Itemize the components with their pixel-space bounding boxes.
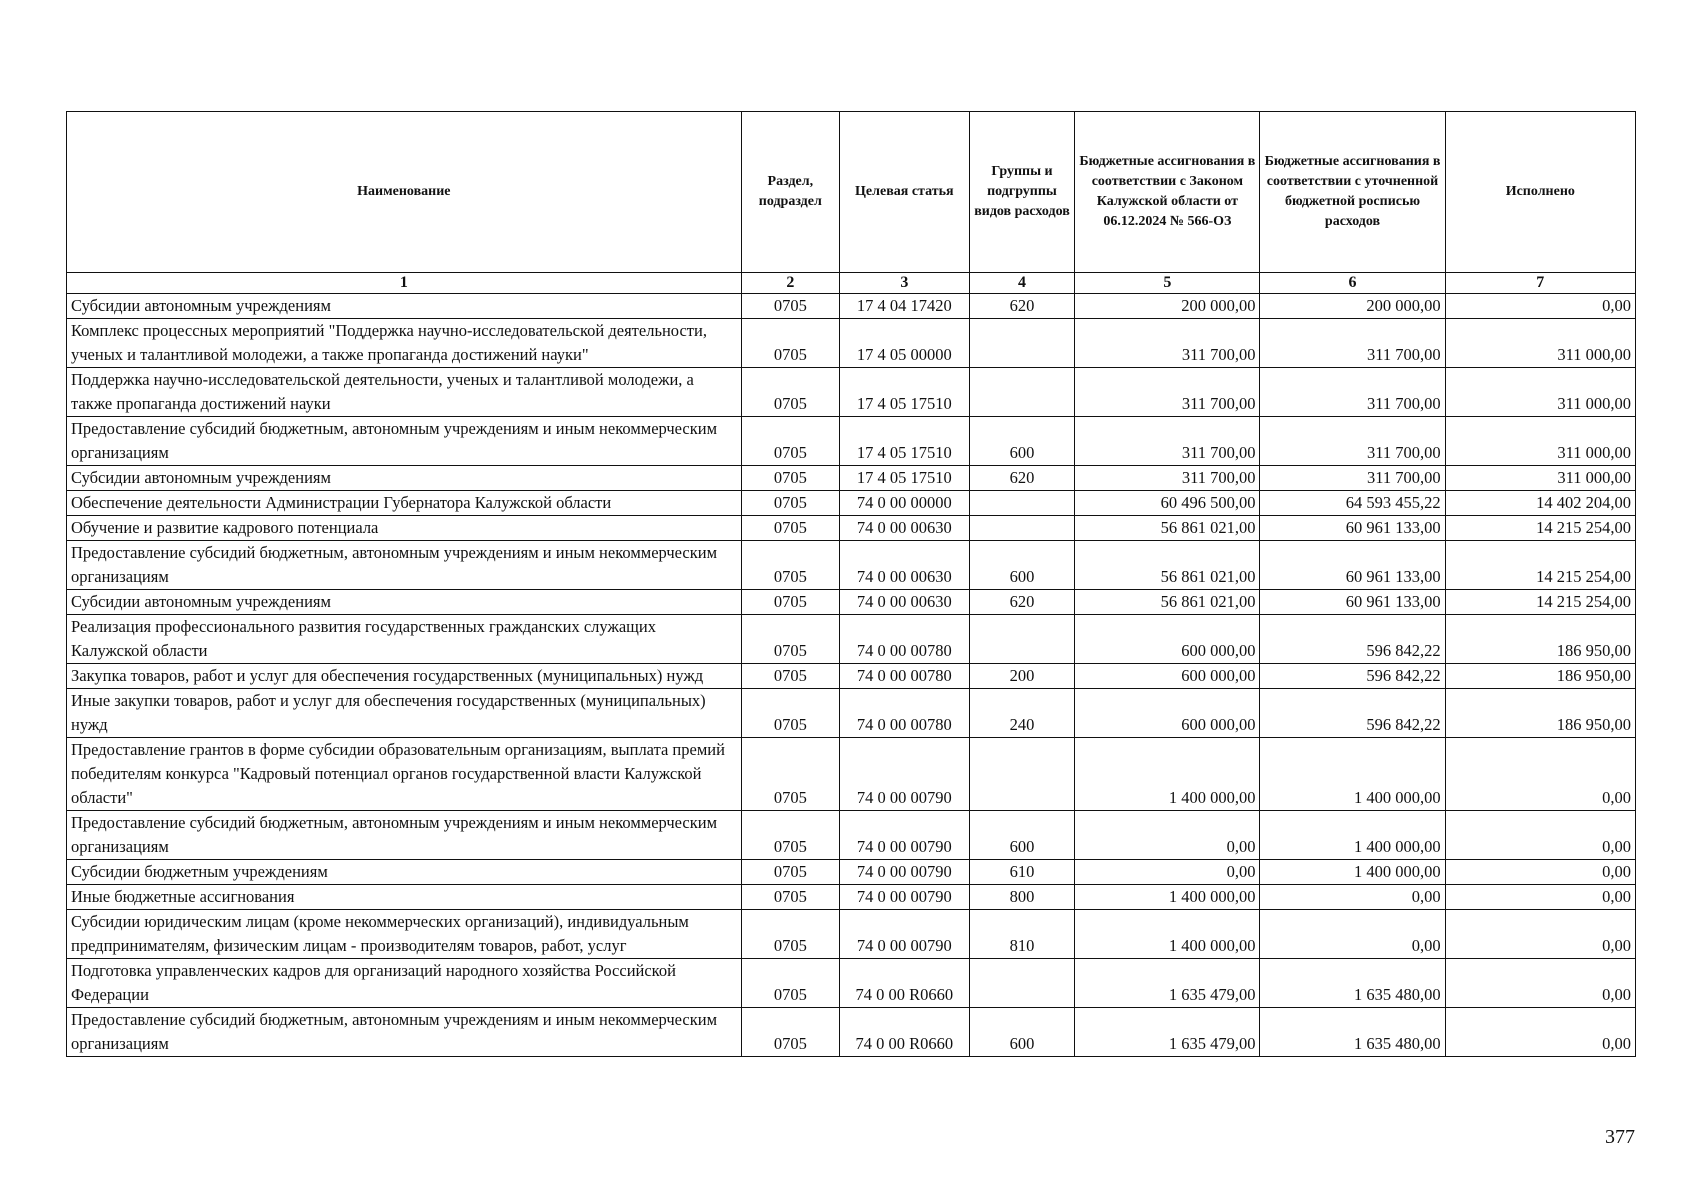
row-vid xyxy=(969,615,1075,664)
row-razdel: 0705 xyxy=(741,885,839,910)
table-row xyxy=(67,959,1636,1008)
row-law-amount: 311 700,00 xyxy=(1075,319,1260,368)
row-vid: 610 xyxy=(969,860,1075,885)
row-plan-amount: 596 842,22 xyxy=(1260,664,1445,689)
header-law: Бюджетные ассигнования в соответствии с Законом Калужской области от 06.12.2024 № 566-ОЗ xyxy=(1075,112,1260,273)
header-plan: Бюджетные ассигнования в соответствии с уточненной бюджетной росписью расходов xyxy=(1260,112,1445,273)
row-law-amount: 0,00 xyxy=(1075,811,1260,860)
row-statya: 17 4 04 17420 xyxy=(839,294,969,319)
row-law-amount: 600 000,00 xyxy=(1075,689,1260,738)
row-statya: 74 0 00 00780 xyxy=(839,615,969,664)
row-razdel: 0705 xyxy=(741,615,839,664)
row-done-amount: 0,00 xyxy=(1445,959,1635,1008)
row-done-amount: 14 215 254,00 xyxy=(1445,590,1635,615)
header-name: Наименование xyxy=(67,112,742,273)
column-number: 4 xyxy=(969,273,1075,294)
row-name: Реализация профессионального развития государственных гражданских служащих Калужской области xyxy=(67,615,742,664)
row-done-amount: 311 000,00 xyxy=(1445,368,1635,417)
row-razdel: 0705 xyxy=(741,664,839,689)
row-statya: 74 0 00 00000 xyxy=(839,491,969,516)
table-row xyxy=(67,294,1636,319)
row-plan-amount: 0,00 xyxy=(1260,910,1445,959)
row-done-amount: 186 950,00 xyxy=(1445,615,1635,664)
row-vid xyxy=(969,491,1075,516)
row-law-amount: 1 400 000,00 xyxy=(1075,885,1260,910)
row-law-amount: 56 861 021,00 xyxy=(1075,541,1260,590)
row-law-amount: 311 700,00 xyxy=(1075,466,1260,491)
row-name: Субсидии автономным учреждениям xyxy=(67,466,742,491)
row-plan-amount: 596 842,22 xyxy=(1260,689,1445,738)
row-razdel: 0705 xyxy=(741,1008,839,1057)
row-vid: 620 xyxy=(969,294,1075,319)
header-vid: Группы и подгруппы видов расходов xyxy=(969,112,1075,273)
budget-table xyxy=(66,111,1636,1057)
row-plan-amount: 1 635 480,00 xyxy=(1260,1008,1445,1057)
row-name: Субсидии автономным учреждениям xyxy=(67,590,742,615)
row-vid: 200 xyxy=(969,664,1075,689)
row-razdel: 0705 xyxy=(741,689,839,738)
table-row xyxy=(67,466,1636,491)
row-plan-amount: 64 593 455,22 xyxy=(1260,491,1445,516)
table-row xyxy=(67,615,1636,664)
row-name: Субсидии юридическим лицам (кроме некоммерческих организаций), индивидуальным предпринимателям, физическим лицам - производителям товаров, работ, услуг xyxy=(67,910,742,959)
row-name: Закупка товаров, работ и услуг для обеспечения государственных (муниципальных) нужд xyxy=(67,664,742,689)
table-row xyxy=(67,738,1636,811)
row-statya: 74 0 00 00790 xyxy=(839,860,969,885)
header-row xyxy=(67,112,1636,273)
column-number: 1 xyxy=(67,273,742,294)
row-vid: 620 xyxy=(969,466,1075,491)
row-statya: 74 0 00 R0660 xyxy=(839,959,969,1008)
row-law-amount: 311 700,00 xyxy=(1075,368,1260,417)
row-law-amount: 600 000,00 xyxy=(1075,664,1260,689)
row-statya: 74 0 00 00790 xyxy=(839,910,969,959)
row-vid: 600 xyxy=(969,541,1075,590)
row-plan-amount: 311 700,00 xyxy=(1260,319,1445,368)
row-law-amount: 56 861 021,00 xyxy=(1075,590,1260,615)
row-plan-amount: 311 700,00 xyxy=(1260,466,1445,491)
row-done-amount: 14 215 254,00 xyxy=(1445,516,1635,541)
row-name: Субсидии автономным учреждениям xyxy=(67,294,742,319)
table-row xyxy=(67,910,1636,959)
row-plan-amount: 1 400 000,00 xyxy=(1260,738,1445,811)
row-plan-amount: 60 961 133,00 xyxy=(1260,516,1445,541)
row-name: Предоставление субсидий бюджетным, автономным учреждениям и иным некоммерческим организациям xyxy=(67,541,742,590)
row-plan-amount: 60 961 133,00 xyxy=(1260,541,1445,590)
row-law-amount: 56 861 021,00 xyxy=(1075,516,1260,541)
row-statya: 74 0 00 00790 xyxy=(839,738,969,811)
row-vid xyxy=(969,738,1075,811)
row-name: Обучение и развитие кадрового потенциала xyxy=(67,516,742,541)
row-name: Предоставление субсидий бюджетным, автономным учреждениям и иным некоммерческим организациям xyxy=(67,811,742,860)
row-done-amount: 0,00 xyxy=(1445,738,1635,811)
row-razdel: 0705 xyxy=(741,590,839,615)
table-row xyxy=(67,689,1636,738)
row-vid xyxy=(969,959,1075,1008)
row-statya: 17 4 05 17510 xyxy=(839,368,969,417)
row-razdel: 0705 xyxy=(741,959,839,1008)
row-razdel: 0705 xyxy=(741,491,839,516)
row-done-amount: 186 950,00 xyxy=(1445,689,1635,738)
column-number: 6 xyxy=(1260,273,1445,294)
row-razdel: 0705 xyxy=(741,516,839,541)
row-plan-amount: 1 635 480,00 xyxy=(1260,959,1445,1008)
row-done-amount: 311 000,00 xyxy=(1445,319,1635,368)
table-row xyxy=(67,516,1636,541)
row-vid xyxy=(969,368,1075,417)
row-plan-amount: 1 400 000,00 xyxy=(1260,811,1445,860)
table-row xyxy=(67,860,1636,885)
row-plan-amount: 60 961 133,00 xyxy=(1260,590,1445,615)
row-done-amount: 14 215 254,00 xyxy=(1445,541,1635,590)
row-statya: 74 0 00 00630 xyxy=(839,590,969,615)
column-number: 7 xyxy=(1445,273,1635,294)
row-law-amount: 600 000,00 xyxy=(1075,615,1260,664)
row-razdel: 0705 xyxy=(741,738,839,811)
row-done-amount: 0,00 xyxy=(1445,1008,1635,1057)
row-done-amount: 0,00 xyxy=(1445,294,1635,319)
table-row xyxy=(67,319,1636,368)
row-razdel: 0705 xyxy=(741,294,839,319)
row-vid: 240 xyxy=(969,689,1075,738)
header-done: Исполнено xyxy=(1445,112,1635,273)
row-name: Подготовка управленческих кадров для организаций народного хозяйства Российской Федерации xyxy=(67,959,742,1008)
row-razdel: 0705 xyxy=(741,910,839,959)
row-law-amount: 1 400 000,00 xyxy=(1075,738,1260,811)
row-plan-amount: 596 842,22 xyxy=(1260,615,1445,664)
row-law-amount: 1 635 479,00 xyxy=(1075,959,1260,1008)
row-name: Предоставление субсидий бюджетным, автономным учреждениям и иным некоммерческим организациям xyxy=(67,1008,742,1057)
row-razdel: 0705 xyxy=(741,811,839,860)
row-vid: 600 xyxy=(969,811,1075,860)
row-razdel: 0705 xyxy=(741,319,839,368)
table-row xyxy=(67,368,1636,417)
row-plan-amount: 0,00 xyxy=(1260,885,1445,910)
row-name: Поддержка научно-исследовательской деятельности, ученых и талантливой молодежи, а также пропаганда достижений науки xyxy=(67,368,742,417)
table-row xyxy=(67,541,1636,590)
row-name: Иные закупки товаров, работ и услуг для обеспечения государственных (муниципальных) нужд xyxy=(67,689,742,738)
row-statya: 74 0 00 00790 xyxy=(839,811,969,860)
row-law-amount: 60 496 500,00 xyxy=(1075,491,1260,516)
header-razdel: Раздел, подраздел xyxy=(741,112,839,273)
row-name: Предоставление субсидий бюджетным, автономным учреждениям и иным некоммерческим организациям xyxy=(67,417,742,466)
row-done-amount: 14 402 204,00 xyxy=(1445,491,1635,516)
row-vid xyxy=(969,516,1075,541)
row-plan-amount: 200 000,00 xyxy=(1260,294,1445,319)
row-statya: 74 0 00 00780 xyxy=(839,664,969,689)
row-statya: 17 4 05 17510 xyxy=(839,466,969,491)
header-statya: Целевая статья xyxy=(839,112,969,273)
row-vid: 620 xyxy=(969,590,1075,615)
page-number: 377 xyxy=(1605,1126,1635,1148)
table-row xyxy=(67,417,1636,466)
row-statya: 74 0 00 R0660 xyxy=(839,1008,969,1057)
row-razdel: 0705 xyxy=(741,368,839,417)
row-plan-amount: 1 400 000,00 xyxy=(1260,860,1445,885)
table-row xyxy=(67,1008,1636,1057)
row-law-amount: 1 635 479,00 xyxy=(1075,1008,1260,1057)
row-razdel: 0705 xyxy=(741,417,839,466)
column-number: 5 xyxy=(1075,273,1260,294)
row-done-amount: 311 000,00 xyxy=(1445,466,1635,491)
table-body xyxy=(67,294,1636,1057)
table-row xyxy=(67,885,1636,910)
table-row xyxy=(67,590,1636,615)
budget-table-container xyxy=(66,111,1636,1057)
row-statya: 17 4 05 17510 xyxy=(839,417,969,466)
column-number: 3 xyxy=(839,273,969,294)
row-razdel: 0705 xyxy=(741,860,839,885)
table-row xyxy=(67,491,1636,516)
row-razdel: 0705 xyxy=(741,541,839,590)
row-vid xyxy=(969,319,1075,368)
row-statya: 74 0 00 00790 xyxy=(839,885,969,910)
row-vid: 600 xyxy=(969,1008,1075,1057)
row-vid: 600 xyxy=(969,417,1075,466)
row-done-amount: 311 000,00 xyxy=(1445,417,1635,466)
row-vid: 810 xyxy=(969,910,1075,959)
row-done-amount: 0,00 xyxy=(1445,910,1635,959)
row-name: Иные бюджетные ассигнования xyxy=(67,885,742,910)
row-name: Предоставление грантов в форме субсидии образовательным организациям, выплата премий победителям конкурса "Кадровый потенциал органов государственной власти Калужской области" xyxy=(67,738,742,811)
row-law-amount: 0,00 xyxy=(1075,860,1260,885)
row-name: Обеспечение деятельности Администрации Губернатора Калужской области xyxy=(67,491,742,516)
row-statya: 17 4 05 00000 xyxy=(839,319,969,368)
row-vid: 800 xyxy=(969,885,1075,910)
table-row xyxy=(67,664,1636,689)
row-done-amount: 0,00 xyxy=(1445,860,1635,885)
row-statya: 74 0 00 00630 xyxy=(839,516,969,541)
row-name: Комплекс процессных мероприятий "Поддержка научно-исследовательской деятельности, ученых и талантливой молодежи, а также пропаганда достижений науки" xyxy=(67,319,742,368)
row-done-amount: 186 950,00 xyxy=(1445,664,1635,689)
row-plan-amount: 311 700,00 xyxy=(1260,417,1445,466)
row-name: Субсидии бюджетным учреждениям xyxy=(67,860,742,885)
row-law-amount: 200 000,00 xyxy=(1075,294,1260,319)
table-row xyxy=(67,811,1636,860)
row-statya: 74 0 00 00780 xyxy=(839,689,969,738)
row-statya: 74 0 00 00630 xyxy=(839,541,969,590)
column-number: 2 xyxy=(741,273,839,294)
row-done-amount: 0,00 xyxy=(1445,885,1635,910)
column-number-row xyxy=(67,273,1636,294)
row-plan-amount: 311 700,00 xyxy=(1260,368,1445,417)
row-law-amount: 1 400 000,00 xyxy=(1075,910,1260,959)
row-razdel: 0705 xyxy=(741,466,839,491)
row-law-amount: 311 700,00 xyxy=(1075,417,1260,466)
row-done-amount: 0,00 xyxy=(1445,811,1635,860)
